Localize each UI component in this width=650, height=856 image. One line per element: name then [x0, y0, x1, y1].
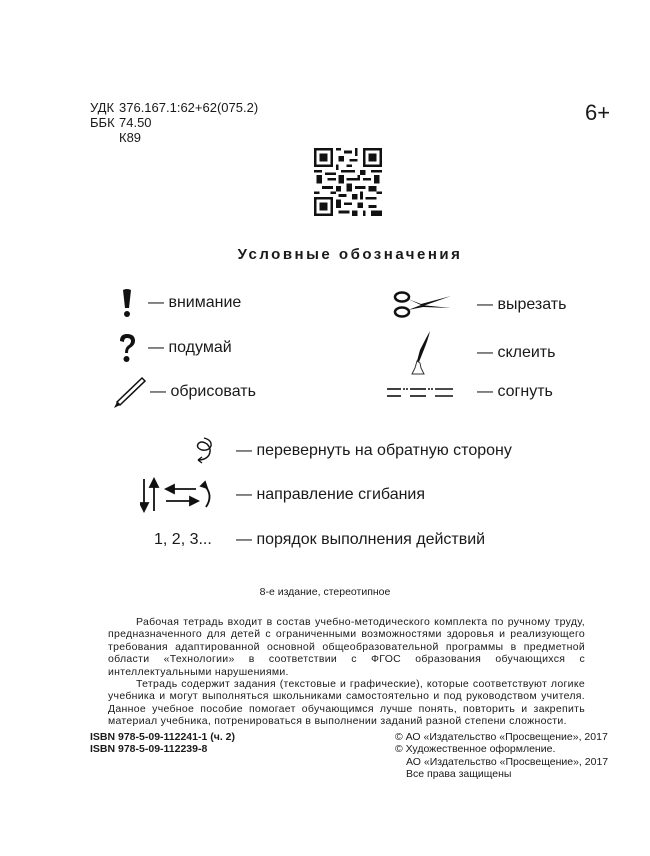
legend-item-cut [393, 290, 566, 320]
order-numbers: 1, 2, 3... [154, 531, 212, 548]
isbn-line: ISBN 978-5-09-112239-8 [90, 743, 208, 756]
legend-item-attention [112, 288, 241, 318]
legend-item-fold-direction [140, 477, 425, 513]
copyright-line: © Художественное оформление. [395, 743, 556, 756]
legend-label: — подумай [148, 339, 232, 356]
legend-label: — направление сгибания [236, 486, 426, 503]
bbk-value: 74.50 [119, 115, 152, 130]
copyright-line: АО «Издательство «Просвещение», 2017 [406, 755, 609, 768]
legend-label: — перевернуть на обратную сторону [236, 442, 512, 459]
edition-note: 8-е издание, стереотипное [259, 586, 391, 598]
copyright-block [395, 731, 608, 781]
question-icon [112, 333, 142, 363]
legend-item-trace [112, 375, 256, 409]
legend-label: — внимание [148, 294, 242, 311]
qr-code-icon[interactable] [314, 148, 382, 216]
udk-label: УДК [90, 100, 115, 115]
legend-label: — согнуть [477, 383, 553, 400]
catalog-codes [90, 100, 258, 145]
fold-line-icon [387, 385, 453, 399]
legend-item-glue [393, 330, 555, 376]
udk-value: 376.167.1:62+62(075.2) [119, 100, 259, 115]
annotation-paragraph: Тетрадь содержит задания (текстовые и графические), которые соответствуют логике учебника и могут выполняться школьниками самостоятельно и под руководством учителя. Данное учебное пособие помогает обучающимся лучше понять, повторить и закрепить материал учебника, потренироваться в выполнении заданий разной степени сложности. [108, 678, 585, 728]
glue-brush-icon [393, 330, 453, 376]
legend-label: — обрисовать [150, 383, 256, 400]
legend-label: — склеить [477, 344, 556, 361]
legend-label: — порядок выполнения действий [236, 531, 486, 548]
flip-spiral-icon [190, 436, 216, 466]
fold-direction-arrows-icon [140, 477, 220, 513]
legend-label: — вырезать [477, 296, 567, 313]
scissors-icon [393, 290, 453, 320]
copyright-line: Все права защищены [406, 768, 512, 781]
legend-item-fold [387, 383, 553, 401]
annotation-paragraph: Рабочая тетрадь входит в состав учебно-методического комплекта по ручному труду, предназначенного для детей с ограниченными возможностями здоровья и реализующего требования адаптированной основной общеобразовательной программы в предметной области «Технологии» в соответствии с ФГОС образования обучающихся с интеллектуальными нарушениями. [108, 616, 585, 678]
age-rating: 6+ [585, 100, 611, 125]
legend-item-flip [190, 436, 512, 466]
author-code: К89 [119, 130, 142, 145]
isbn-block [90, 731, 235, 756]
annotation [108, 616, 585, 728]
exclamation-icon [112, 288, 142, 318]
legend-item-order [154, 531, 485, 549]
copyright-line: © АО «Издательство «Просвещение», 2017 [395, 731, 608, 743]
isbn-line: ISBN 978-5-09-112241-1 (ч. 2) [90, 731, 236, 743]
pencil-icon [112, 375, 146, 409]
legend-item-think [112, 333, 232, 363]
legend-title: Условные обозначения [237, 246, 463, 263]
bbk-label: ББК [90, 115, 115, 130]
